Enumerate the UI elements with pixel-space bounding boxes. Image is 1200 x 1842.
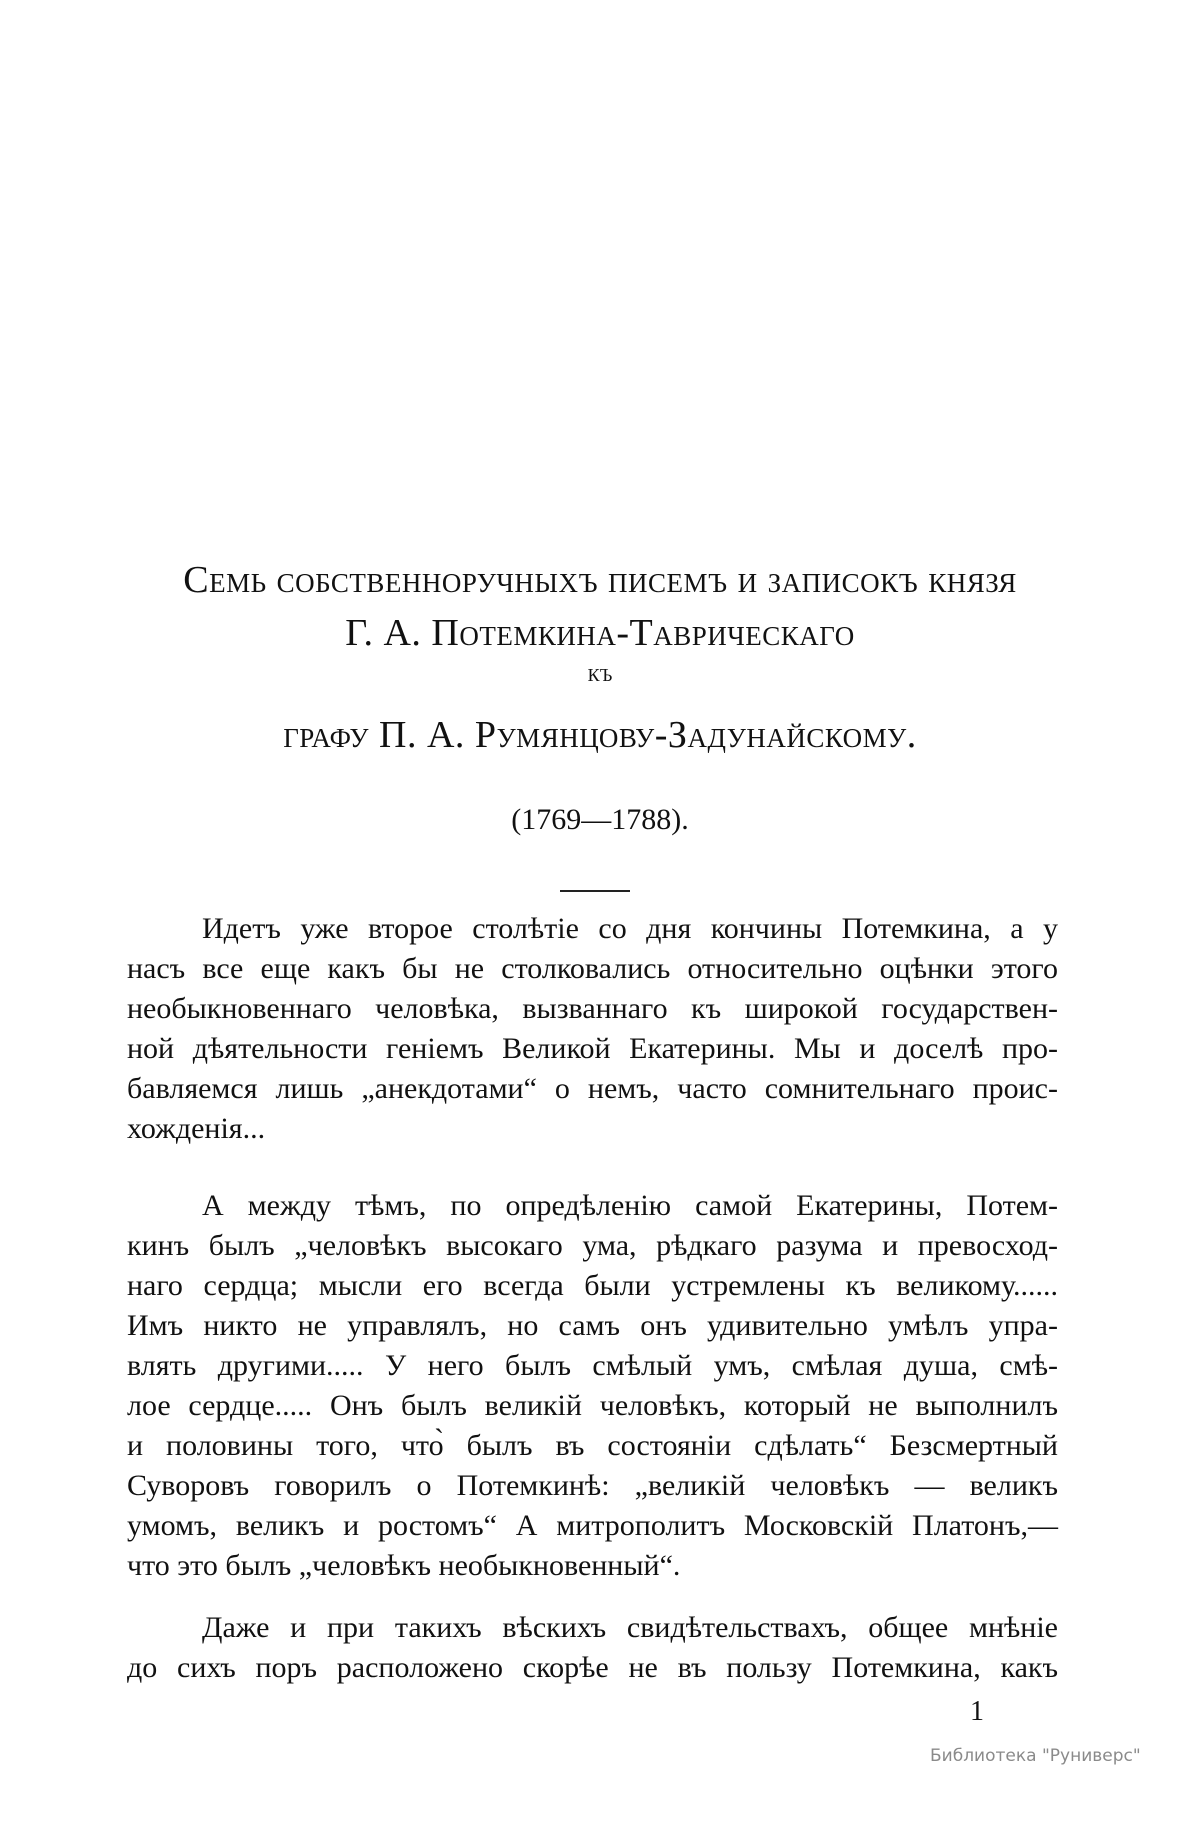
text-line: Суворовъ говорилъ о Потемкинѣ: „великій человѣкъ — великъ: [127, 1469, 1058, 1502]
text-line: Даже и при такихъ вѣскихъ свидѣтельствахъ, общее мнѣніе: [202, 1611, 1058, 1644]
text-line: кинъ былъ „человѣкъ высокаго ума, рѣдкаго разума и превосход-: [127, 1229, 1058, 1262]
text-line: что это былъ „человѣкъ необыкновенный“.: [127, 1549, 681, 1582]
text-line: наго сердца; мысли его всегда были устремлены къ великому......: [127, 1269, 1058, 1302]
library-watermark: Библиотека "Руниверс": [930, 1746, 1141, 1766]
heading-line-1: Семь собственноручныхъ писемъ и записокъ князя: [183, 559, 1017, 601]
text-line: хожденія...: [127, 1112, 266, 1145]
text-line: лое сердце..... Онъ былъ великій человѣкъ, который не выполнилъ: [127, 1389, 1058, 1422]
heading-line-2: Г. А. Потемкина-Таврическаго: [345, 612, 855, 654]
text-line: насъ все еще какъ бы не столковались относительно оцѣнки этого: [127, 952, 1058, 985]
text-line: и половины того, что̀ былъ въ состояніи сдѣлать“ Безсмертный: [127, 1429, 1058, 1462]
text-line: А между тѣмъ, по опредѣленію самой Екатерины, Потем-: [202, 1189, 1058, 1222]
heading-dates: (1769—1788).: [511, 803, 689, 836]
text-line: Имъ никто не управлялъ, но самъ онъ удивительно умѣлъ упра-: [127, 1309, 1058, 1342]
divider-rule: [560, 890, 630, 892]
text-line: необыкновеннаго человѣка, вызваннаго къ широкой государствен-: [127, 992, 1058, 1025]
heading-line-3: къ: [587, 658, 613, 687]
text-line: до сихъ поръ расположено скорѣе не въ пользу Потемкина, какъ: [127, 1651, 1058, 1684]
text-line: бавляемся лишь „анекдотами“ о немъ, часто сомнительнаго проис-: [127, 1072, 1058, 1105]
text-line: ной дѣятельности геніемъ Великой Екатерины. Мы и доселѣ про-: [127, 1032, 1058, 1065]
text-line: умомъ, великъ и ростомъ“ А митрополитъ Московскій Платонъ,—: [127, 1509, 1058, 1542]
text-line: влять другими..... У него былъ смѣлый умъ, смѣлая душа, смѣ-: [127, 1349, 1058, 1382]
page-number: 1: [970, 1696, 984, 1727]
text-line: Идетъ уже второе столѣтіе со дня кончины Потемкина, а у: [202, 912, 1058, 945]
heading-line-4: графу П. А. Румянцову-Задунайскому.: [283, 714, 917, 756]
